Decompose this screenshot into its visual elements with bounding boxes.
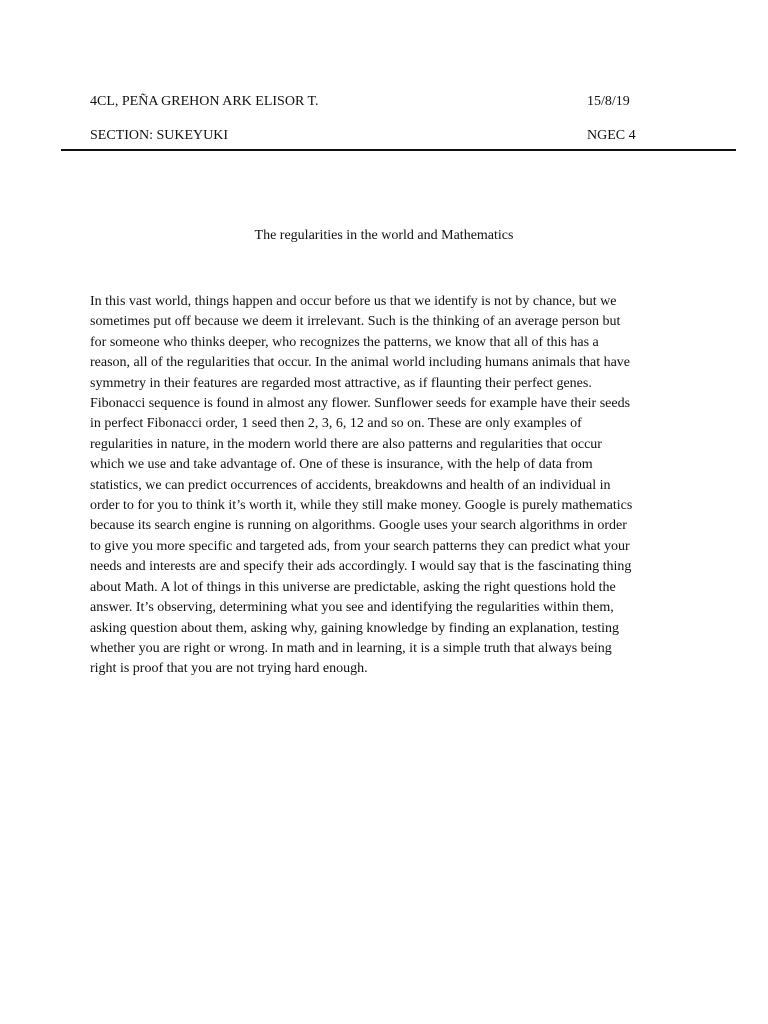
student-name: 4CL, PEÑA GREHON ARK ELISOR T. [90,94,319,109]
paragraph-line: regularities in nature, in the modern world there are also patterns and regularities that occur [90,436,602,452]
course-code: NGEC 4 [587,128,636,143]
paragraph-line: because its search engine is running on algorithms. Google uses your search algorithms in order [90,518,627,534]
paragraph-line: answer. It’s observing, determining what you see and identifying the regularities within them, [90,600,614,616]
body-paragraph [90,292,680,680]
section-label: SECTION: SUKEYUKI [90,128,229,143]
paragraph-line: about Math. A lot of things in this universe are predictable, asking the right questions hold the [90,579,616,595]
paragraph-line: order to for you to think it’s worth it, while they still make money. Google is purely mathematics [90,498,633,514]
paragraph-line: whether you are right or wrong. In math and in learning, it is a simple truth that always being [90,640,612,656]
date: 15/8/19 [587,94,630,109]
paragraph-line: to give you more specific and targeted ads, from your search patterns they can predict what your [90,538,630,554]
paragraph-line: In this vast world, things happen and occur before us that we identify is not by chance, but we [90,294,617,309]
paragraph-line: needs and interests are and specify their ads accordingly. I would say that is the fascinating thing [90,559,632,575]
paragraph-line: in perfect Fibonacci order, 1 seed then 2, 3, 6, 12 and so on. These are only examples of [90,416,582,432]
paragraph-line: Fibonacci sequence is found in almost any flower. Sunflower seeds for example have their seeds [90,396,631,412]
document-title: The regularities in the world and Mathematics [254,228,514,243]
paragraph-line: reason, all of the regularities that occur. In the animal world including humans animals that have [90,355,631,371]
header-divider [61,149,736,151]
paragraph-line: for someone who thinks deeper, who recognizes the patterns, we know that all of this has a [90,334,599,350]
paragraph-line: symmetry in their features are regarded most attractive, as if flaunting their perfect genes. [90,375,592,391]
paragraph-line: which we use and take advantage of. One of these is insurance, with the help of data from [90,457,593,473]
paragraph-line: right is proof that you are not trying hard enough. [90,661,368,677]
paragraph-line: statistics, we can predict occurrences of accidents, breakdowns and health of an individual in [90,477,611,493]
paragraph-line: sometimes put off because we deem it irrelevant. Such is the thinking of an average person but [90,314,621,330]
paragraph-line: asking question about them, asking why, gaining knowledge by finding an explanation, testing [90,620,620,636]
